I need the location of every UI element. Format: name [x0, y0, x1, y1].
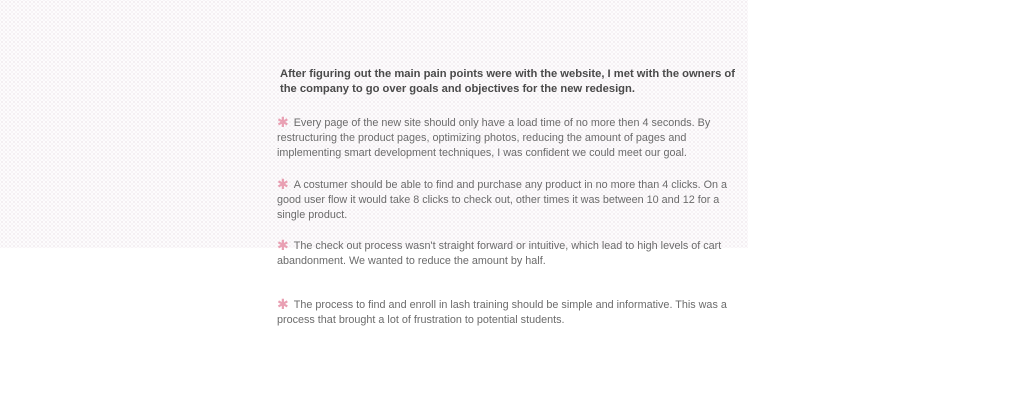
goal-text: A costumer should be able to find and purchase any product in no more than 4 clicks. On a good user flow it would take 8 clicks to check out, other times it was between 10 and 12 for a single product.: [277, 179, 728, 221]
intro-paragraph: After figuring out the main pain points were with the website, I met with the owners of the company to go over goals and objectives for the new redesign.: [280, 68, 735, 95]
goals-section: [277, 67, 747, 328]
asterisk-icon: ✱: [277, 176, 289, 192]
goal-text: Every page of the new site should only have a load time of no more then 4 seconds. By restructuring the product pages, optimizing photos, reducing the amount of pages and implementing smart development techniques, I was confident we could meet our goal.: [277, 117, 711, 159]
goals-list: [277, 114, 747, 328]
asterisk-icon: ✱: [277, 114, 289, 130]
goal-item: [277, 237, 747, 269]
asterisk-icon: ✱: [277, 237, 289, 253]
goal-item: [277, 176, 747, 223]
goal-text: The check out process wasn't straight forward or intuitive, which lead to high levels of cart abandonment. We wanted to reduce the amount by half.: [277, 240, 722, 267]
goal-item: [277, 296, 747, 328]
asterisk-icon: ✱: [277, 296, 289, 312]
goal-text: The process to find and enroll in lash training should be simple and informative. This was a process that brought a lot of frustration to potential students.: [277, 299, 727, 326]
goal-item: [277, 114, 747, 161]
